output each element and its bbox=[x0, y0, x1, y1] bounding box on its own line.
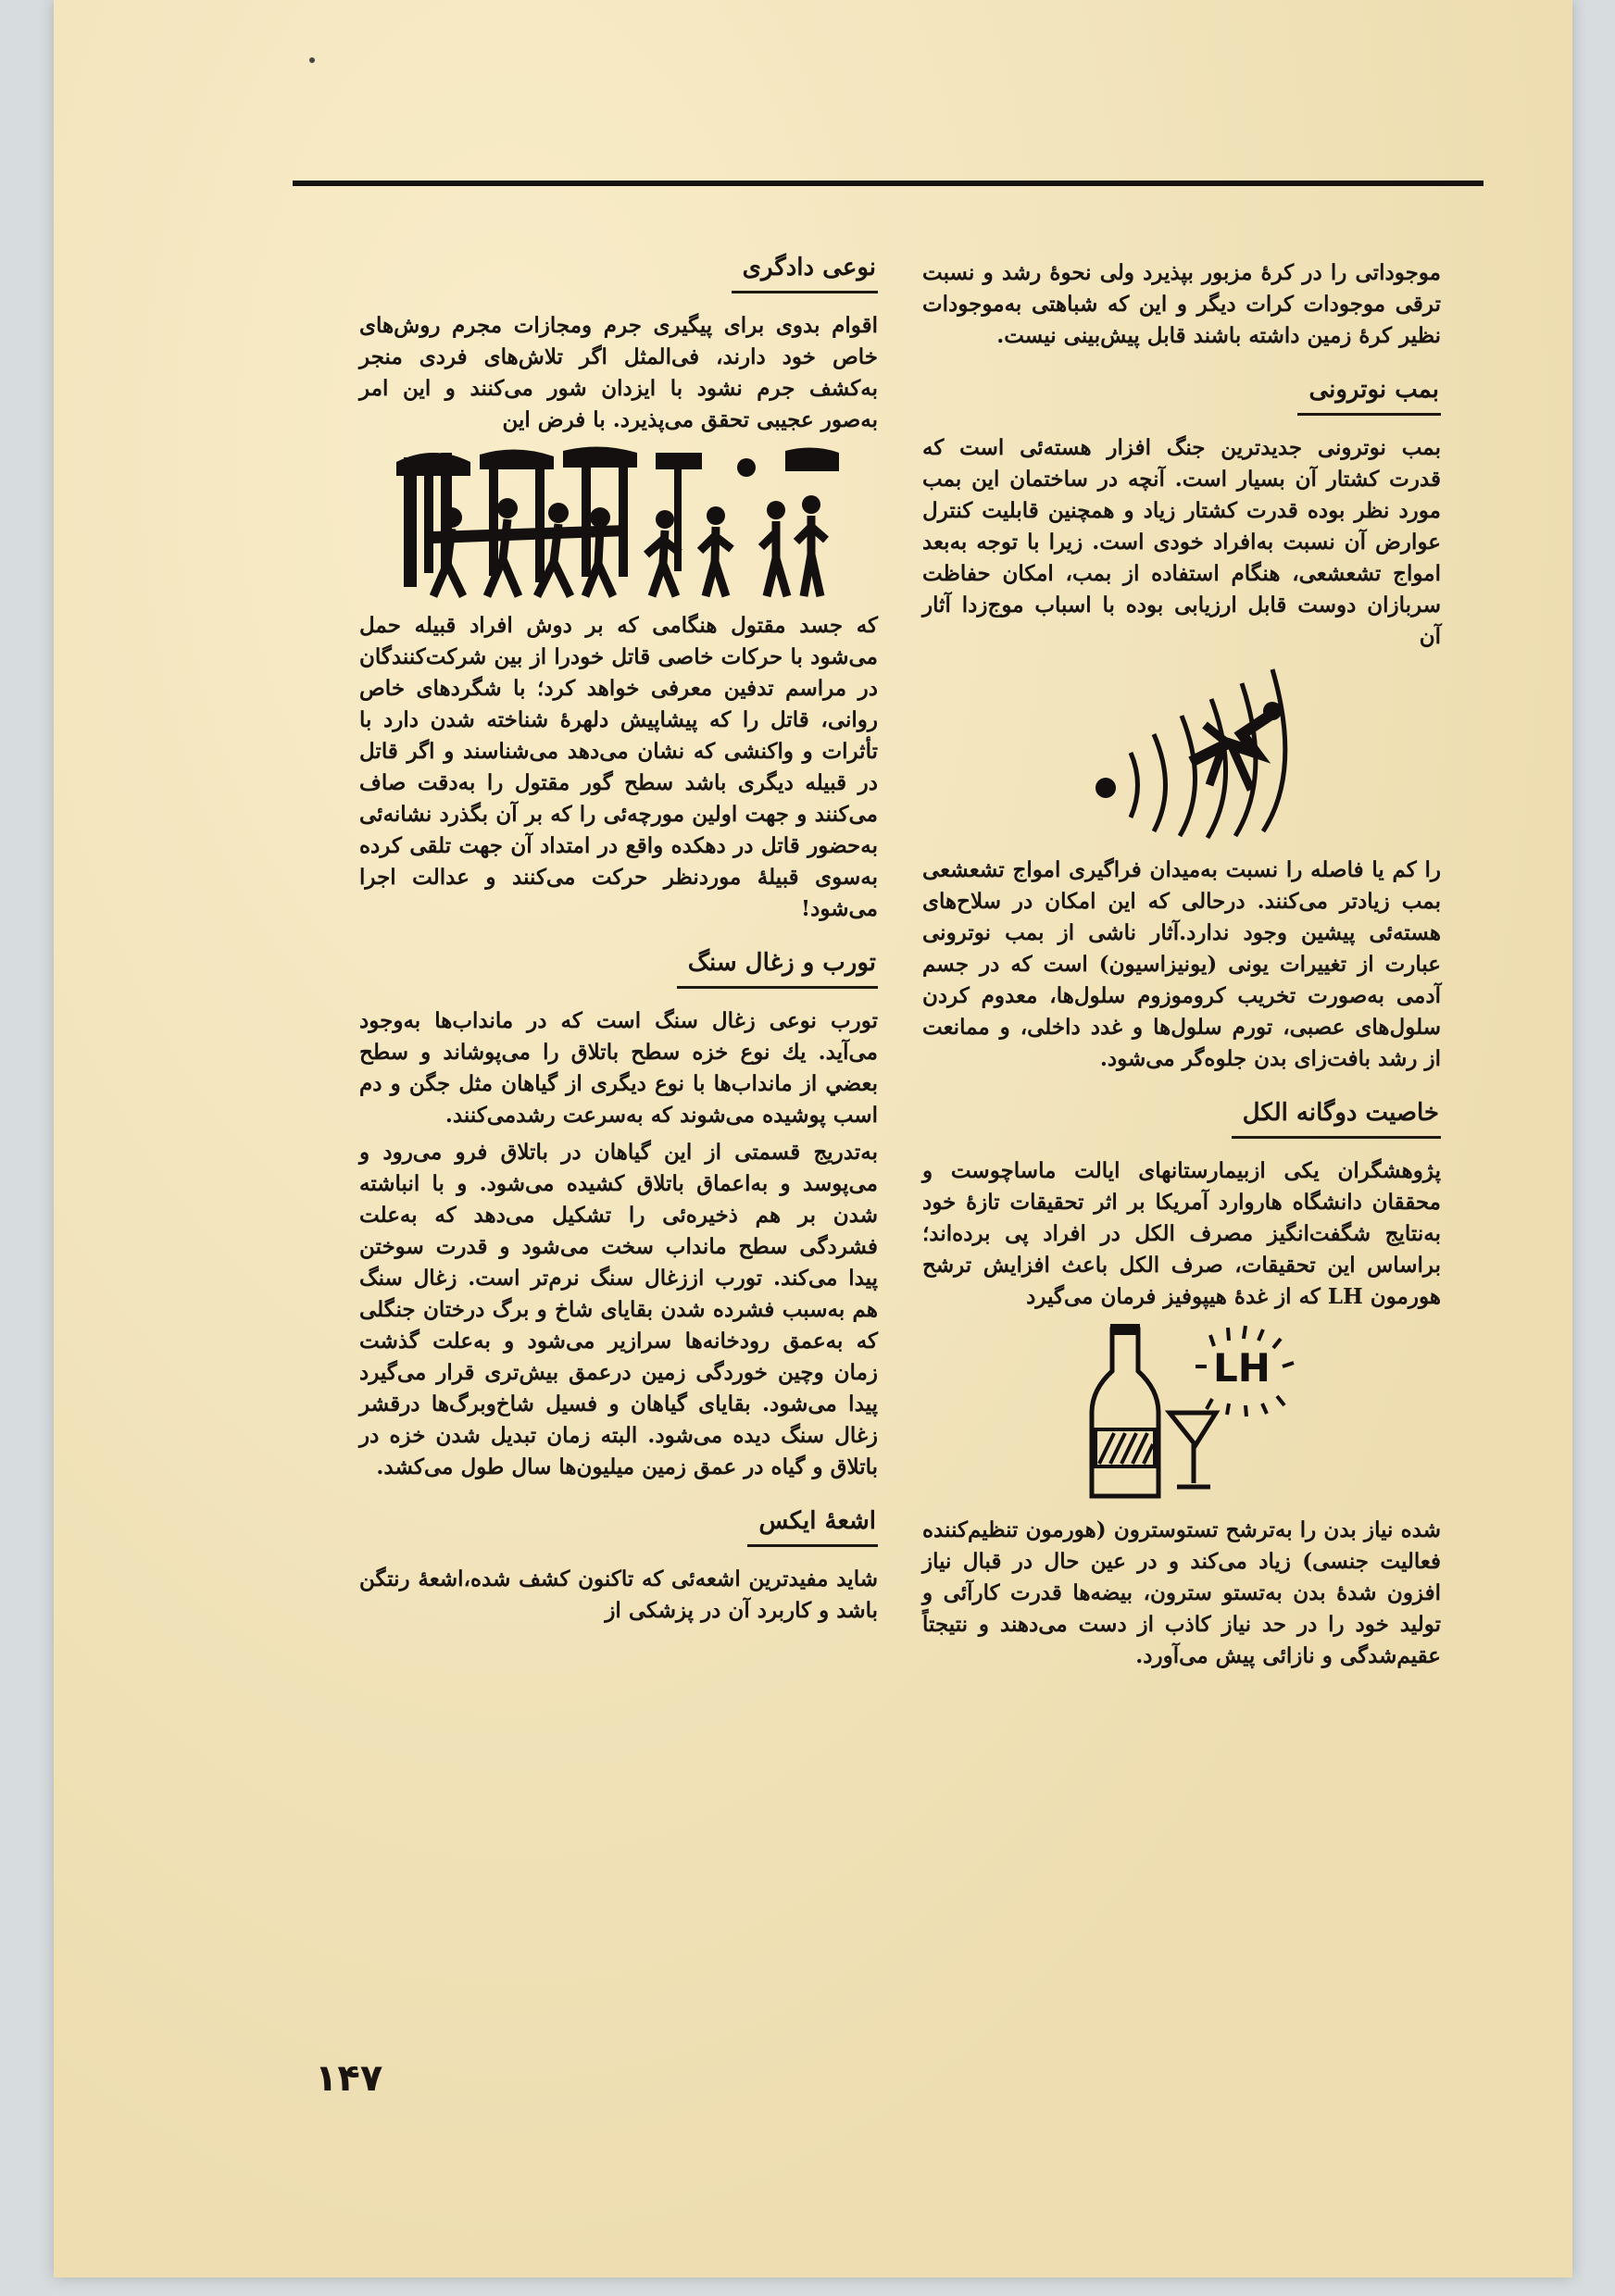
peat-paragraph-1: تورب نوعی زغال سنگ است که در مانداب‌ها به‌وجود می‌آید. یك نوع خزه سطح باتلاق را می‌پوشاند و سطح بعضي از مانداب‌ها با نوع دیگری از گیاهان مثل جگن و دم اسب پوشیده می‌شوند که به‌سرعت رشدمی‌کنند. bbox=[359, 1008, 878, 1128]
section-title-alcohol: خاصیت دوگانه الکل bbox=[1232, 1097, 1441, 1139]
intro-paragraph: موجوداتی را در کرهٔ مزبور بپذیرد ولی نحوهٔ رشد و نسبت ترقی موجودات کرات دیگر و این که شباهتی به‌موجودات نظیر کرهٔ زمین داشته باشند قابل پیش‌بینی نیست. bbox=[922, 260, 1441, 348]
x-ray-paragraph-1: شاید مفیدترین اشعه‌ئی که تاکنون کشف شده،اشعهٔ رنتگن باشد و کاربرد آن در پزشکی از bbox=[359, 1566, 878, 1623]
alcohol-paragraph-1: پژوهشگران یکی ازبیمارستانهای ایالت ماساچوست و محققان دانشگاه هاروارد آمریکا بر اثر تحقیقات تازهٔ خود به‌نتایج شگفت‌انگیز مصرف الکل در افراد پی برده‌اند؛ براساس این تحقیقات، صرف الکل باعث افزایش ترشح هورمون LH که از غدهٔ هیپوفیز فرمان می‌گیرد bbox=[922, 1158, 1441, 1309]
lh-label: LH bbox=[1213, 1345, 1271, 1391]
section-title-x-ray: اشعهٔ ایکس bbox=[747, 1505, 878, 1547]
right-column bbox=[922, 257, 1441, 1678]
section-title-neutron-bomb: بمب نوترونی bbox=[1297, 374, 1441, 416]
alcohol-paragraph-2: شده نیاز بدن را به‌ترشح تستوسترون (هورمون تنظیم‌کننده فعالیت جنسی) زیاد می‌کند و در عین حال در قبال نیاز افزون شدهٔ بدن به‌تستو سترون، بیضه‌ها قدرت کارآئی و تولید خود را در حد نیاز کاذب از دست می‌دهند و نتیجتاً عقیم‌شدگی و نازائی پیش می‌آورد. bbox=[922, 1517, 1441, 1668]
speck bbox=[309, 57, 315, 63]
top-rule bbox=[293, 181, 1484, 186]
magazine-page bbox=[54, 0, 1572, 2277]
page-number: ۱۴۷ bbox=[315, 2057, 383, 2100]
justice-paragraph-2: که جسد مقتول هنگامی که بر دوش افراد قبیله حمل می‌شود با حرکات خاصی قاتل خودرا از بین شرکت‌کنندگان در مراسم تدفین معرفی خواهد کرد؛ با شگردهای خاص روانی، قاتل را که پیشاپیش دلهرهٔ شناخته شدن دارد با تأثرات و واکنشی که نشان می‌دهد می‌شناسند و اگر قاتل در قبیله دیگری باشد سطح گور مقتول را به‌دقت صاف می‌کنند و جهت اولین مورچه‌ئی را که بر آن بگذرد نشانه‌ئی به‌حضور قاتل در دهکده واقع در امتداد آن جهت تلقی کرده به‌سوی قبیلهٔ موردنظر حرکت می‌کنند و عدالت اجرا می‌شود! bbox=[359, 613, 878, 921]
section-title-peat-coal: تورب و زغال سنگ bbox=[677, 947, 878, 989]
tribe-carrying-body-icon bbox=[396, 443, 841, 601]
peat-paragraph-2: به‌تدریج قسمتی از این گیاهان در باتلاق فرو می‌رود و می‌پوسد و به‌اعماق باتلاق کشیده می‌شود. و با انباشته شدن بر هم ذخیره‌ئی را تشکیل می‌دهد که به‌علت فشردگی سطح مانداب سخت می‌شود و قدرت سوختن پیدا می‌کند. تورب اززغال سنگ نرم‌تر است. زغال سنگ هم به‌سبب فشرده شدن بقایای شاخ و برگ درختان جنگلی که به‌عمق رودخانه‌ها سرازیر می‌شود و به‌علت گذشت زمان وچین خوردگی زمین درعمق بیش‌تری قرار می‌گیرد پیدا می‌شود. بقایای گیاهان و فسیل شاخ‌وبرگ‌ها درقشر زغال سنگ دیده می‌شود. البته زمان تبدیل شدن خزه در باتلاق و گیاه در عمق زمین میلیون‌ها سال طول می‌کشد. bbox=[359, 1140, 878, 1479]
neutron-bomb-waves-icon bbox=[1043, 660, 1321, 845]
neutron-bomb-paragraph-2: را کم یا فاصله را نسبت به‌میدان فراگیری امواج تشعشعی بمب زیادتر می‌کنند. درحالی که این امکان در سلاح‌های هسته‌ئی پیشین وجود ندارد.آثار ناشی از بمب نوترونی عبارت از تغییرات یونی (یونیزاسیون) است که در جسم آدمی به‌صورت تخریب کروموزوم سلول‌ها، معدوم کردن سلول‌های عصبی، تورم سلول‌ها و غدد داخلی، و ممانعت از رشد بافت‌زای بدن جلوه‌گر می‌شود. bbox=[922, 857, 1441, 1071]
left-column bbox=[359, 252, 878, 1632]
neutron-bomb-paragraph-1: بمب نوترونی جدیدترین جنگ افزار هسته‌ئی است که قدرت کشتار آن بسیار است. آنچه در ساختمان این بمب مورد نظر بوده قدرت کشتار زیاد و همچنین قابلیت کنترل عوارض آن نسبت به‌افراد خودی است. زیرا با توجه به‌بعد امواج تشعشعی، هنگام استفاده از بمب، امکان حفاظت سربازان دوست قابل ارزیابی بوده با اسباب موج‌زدا آثار آن bbox=[922, 435, 1441, 649]
justice-paragraph-1: اقوام بدوی برای پیگیری جرم ومجازات مجرم روش‌های خاص خود دارند، فی‌المثل اگر تلاش‌های فردی منجر به‌کشف جرم نشود با ایزدان شور می‌کنند و این امر به‌صور عجیبی تحقق می‌پذیرد. با فرض این bbox=[359, 313, 878, 432]
section-title-justice: نوعی دادگری bbox=[732, 252, 878, 293]
bottle-and-glass-icon bbox=[1047, 1320, 1316, 1505]
